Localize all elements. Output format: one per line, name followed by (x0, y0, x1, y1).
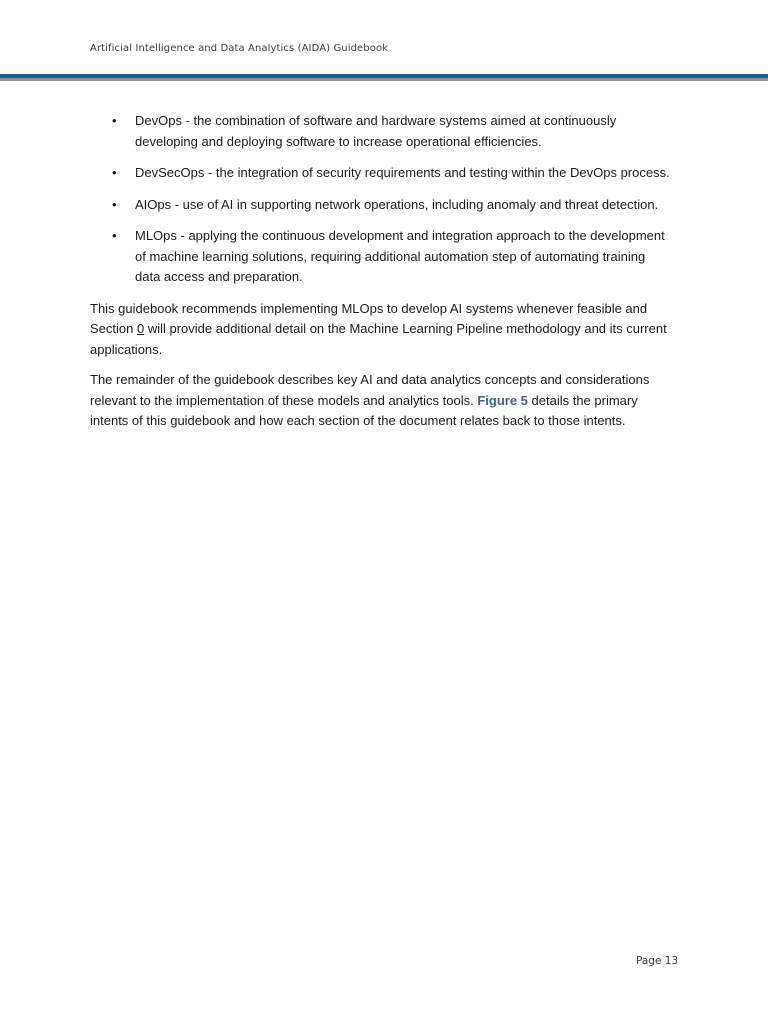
paragraph-text: This guidebook recommends implementing MLOps to develop AI systems whenever feasible and Section (90, 300, 648, 336)
list-item-text: AIOps - use of AI in supporting network operations, including anomaly and threat detection. (135, 196, 659, 212)
paragraph-text: The remainder of the guidebook describes key AI and data analytics concepts and considerations relevant to the implementation of these models and analytics tools. (90, 372, 650, 408)
list-item-text: DevSecOps - the integration of security requirements and testing within the DevOps process. (135, 165, 670, 180)
list-item (90, 163, 672, 184)
list-item (90, 195, 672, 216)
page-body (90, 111, 672, 442)
section-cross-reference-link[interactable]: 0 (136, 321, 145, 336)
bullet-list (90, 111, 672, 288)
body-paragraph-mlops (90, 299, 672, 361)
figure-5-link[interactable]: Figure 5 (477, 392, 528, 408)
running-header: Artificial Intelligence and Data Analytics (AIDA) Guidebook (90, 43, 389, 54)
list-item (90, 111, 672, 152)
bullet-icon: • (112, 165, 117, 180)
list-item (90, 226, 672, 288)
body-paragraph-remainder (90, 370, 672, 432)
list-item-text: DevOps - the combination of software and hardware systems aimed at continuously developing and deploying software to increase operational efficiencies. (135, 113, 617, 149)
list-item-text: MLOps - applying the continuous development and integration approach to the development of machine learning solutions, requiring additional automation step of automating training data access and preparation. (135, 228, 665, 284)
page-number: Page 13 (636, 955, 679, 967)
bullet-icon: • (112, 113, 117, 128)
header-rule-shadow (0, 78, 768, 81)
paragraph-text: details the primary intents of this guidebook and how each section of the document relates back to those intents. (90, 392, 638, 428)
bullet-icon: • (112, 228, 117, 243)
paragraph-text: will provide additional detail on the Machine Learning Pipeline methodology and its current applications. (90, 321, 667, 357)
bullet-icon: • (112, 196, 117, 212)
